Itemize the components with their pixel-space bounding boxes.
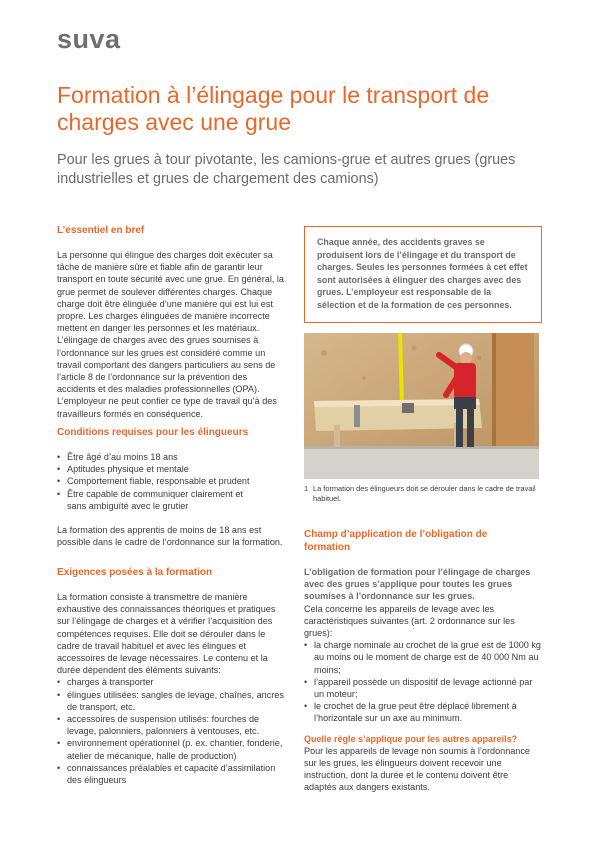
callout-box: Chaque année, des accidents graves se produisent lors de l’élingage et du transport de charges. Seules les personnes formées à cet effet sont autorisées à élinguer des charges avec des grues. L’employeur est responsable de la sélection et de la formation de ces personnes. [304,226,542,323]
section-champ [304,528,542,793]
list-item: • élingues utilisées: sangles de levage, chaînes, ancres de transport, etc. [57,689,285,713]
section-exigences [57,566,285,786]
page-subtitle: Pour les grues à tour pivotante, les camions-grue et autres grues (grues industrielles et grues de chargement des camions) [57,152,516,187]
photo-caption [304,484,539,503]
caption-text: La formation des élingueurs doit se dérouler dans le cadre de travail habituel. [313,484,536,503]
crane-training-illustration [304,333,539,479]
question-text: Pour les appareils de levage non soumis à l’ordonnance sur les grues, les élingueurs doivent recevoir une instruction, dont la durée et le contenu doivent être adaptés aux dangers existants. [304,745,530,793]
section-essentiel [57,224,285,420]
champ-text: Cela concerne les appareils de levage avec les caractéristiques suivantes (art. 2 ordonnance sur les grues): [304,603,515,639]
caption-number: 1 [304,484,309,493]
list-item: • Être âgé d’au moins 18 ans [57,451,285,463]
exigences-heading: Exigences posées à la formation [57,567,213,578]
training-photo [304,333,539,479]
exigences-list [57,676,285,786]
list-item: • environnement opérationnel (p. ex. chantier, fonderie, atelier de mécanique, halle de production) [57,737,285,761]
list-item: • le crochet de la grue peut être déplacé librement à l’horizontale sur un axe au minimum. [304,700,542,724]
exigences-text: La formation consiste à transmettre de manière exhaustive des connaissances théoriques et pratiques sur l’élingage de charges et à vérifier l’acquisition des compétences requises. Elle doit se dérouler dans le cadre de travail habituel et avec les élingues et accessoires de levage nécessaires. Le contenu et la durée dépendent des éléments suivants: [57,592,276,676]
list-item: • accessoires de suspension utilisés: fourches de levage, palonniers, palonniers à ventouses, etc. [57,713,285,737]
champ-heading: Champ d’application de l’obligation de formation [304,529,488,553]
conditions-heading: Conditions requises pour les élingueurs [57,427,249,438]
conditions-note: La formation des apprentis de moins de 18 ans est possible dans le cadre de l’ordonnance sur la formation. [57,525,283,548]
essentiel-text: La personne qui élingue des charges doit exécuter sa tâche de manière sûre et fiable afin de garantir leur transport en toute sécurité avec une grue. En général, la grue permet de soulever différentes charges. Chaque charge doit être élinguée d’une manière qui est lui est propre. Les charges élinguées de manière incorrecte mettent en danger les personnes et les matériaux. L’élingage de charges avec des grues soumises à l’ordonnance sur les grues est considéré comme un travail comportant des dangers particuliers au sens de l’article 8 de l’ordonnance sur la prévention des accidents et des maladies professionnelles (OPA). L’employeur ne peut confier ce type de travail qu’à des travailleurs formés en conséquence. [57,250,284,419]
page-title: Formation à l’élingage pour le transport de charges avec une grue [57,82,490,135]
list-item: • charges à transporter [57,676,285,688]
champ-list [304,639,542,724]
conditions-list [57,451,285,512]
list-item: • Aptitudes physique et mentale [57,463,285,475]
question-heading: Quelle règle s’applique pour les autres appareils? [304,733,518,744]
list-item: • l’appareil possède un dispositif de levage actionné par un moteur; [304,676,542,700]
list-item: • Comportement fiable, responsable et prudent [57,475,285,487]
champ-intro: L’obligation de formation pour l’élingage de charges avec des grues s’applique pour toutes les grues soumises à l’ordonnance sur les grues. [304,567,531,602]
suva-logo: suva [57,24,121,54]
list-item: • Être capable de communiquer clairement et sans ambiguïté avec le grutier [57,488,257,512]
list-item: • la charge nominale au crochet de la grue est de 1000 kg au moins ou le moment de charge est de 40 000 Nm au moins; [304,639,542,676]
essentiel-heading: L’essentiel en bref [57,225,145,236]
section-conditions [57,426,285,548]
list-item: • connaissances préalables et capacité d’assimilation des élingueurs [57,762,285,786]
